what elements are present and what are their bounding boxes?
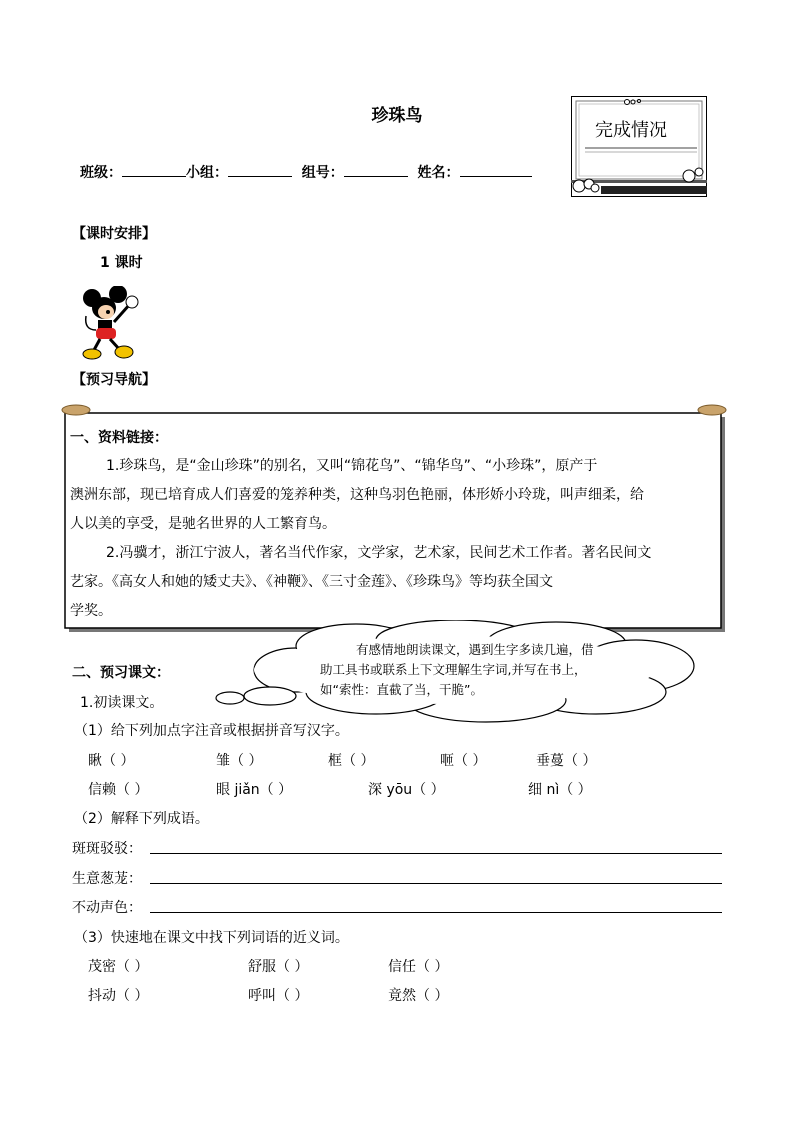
chars-row-1 (88, 750, 688, 770)
schedule-value: 1 课时 (100, 255, 143, 271)
materials-p2-line3: 学奖。 (70, 603, 112, 619)
section2-heading: 二、预习课文： (72, 665, 170, 681)
section2-q3: （3）快速地在课文中找下列词语的近义词。 (74, 930, 349, 946)
page-title: 珍珠鸟 (371, 106, 423, 126)
synonym-item: 信任（ ） (388, 959, 449, 975)
section2-item1: 1.初读课文。 (80, 695, 164, 711)
synonyms-row-1 (88, 956, 548, 976)
char-item: 咂（ ） (440, 753, 487, 769)
group-no-blank[interactable] (344, 162, 408, 177)
completion-box (571, 96, 707, 197)
chars-row-2 (88, 779, 688, 799)
section2-q2: （2）解释下列成语。 (74, 811, 209, 827)
group-blank[interactable] (228, 162, 292, 177)
materials-p1: 1.珍珠鸟，是“金山珍珠”的别名，又叫“锦花鸟”、“锦华鸟”、“小珍珠”，原产于 (106, 458, 598, 474)
cloud-text (320, 640, 640, 700)
materials-text (70, 452, 720, 626)
idiom-label: 斑斑驳驳： (72, 841, 142, 857)
materials-heading: 一、资料链接： (70, 430, 168, 446)
synonym-item: 抖动（ ） (88, 988, 149, 1004)
materials-p2-line2: 艺家。《高女人和她的矮丈夫》、《神鞭》、《三寸金莲》、《珍珠鸟》等均获全国文 (70, 574, 553, 590)
section2-q1: （1）给下列加点字注音或根据拼音写汉字。 (74, 723, 349, 739)
idiom-answer-line[interactable] (150, 853, 722, 854)
schedule-heading: 【课时安排】 (72, 226, 156, 242)
tip-cloud (196, 620, 706, 726)
cloud-line3: 如“索性：直截了当，干脆”。 (320, 682, 483, 697)
char-item: 细 nì（ ） (528, 782, 592, 798)
student-info (80, 162, 532, 182)
cloud-line1: 有感情地朗读课文，遇到生字多读几遍，借 (356, 642, 594, 657)
synonym-item: 竟然（ ） (388, 988, 449, 1004)
mascot-icon (80, 286, 144, 362)
synonyms-row-2 (88, 985, 548, 1005)
completion-label: 完成情况 (595, 120, 667, 141)
synonym-item: 茂密（ ） (88, 959, 149, 975)
idiom-answer-line[interactable] (150, 883, 722, 884)
idiom-answer-line[interactable] (150, 912, 722, 913)
preview-heading: 【预习导航】 (72, 372, 156, 388)
cloud-line2: 助工具书或联系上下文理解生字词,并写在书上， (320, 662, 587, 677)
char-item: 框（ ） (328, 753, 375, 769)
mascot-image (80, 286, 144, 362)
name-blank[interactable] (460, 162, 532, 177)
materials-p1-line3: 人以美的享受，是驰名世界的人工繁育鸟。 (70, 516, 336, 532)
materials-p1-line2: 澳洲东部，现已培育成人们喜爱的笼养种类，这种鸟羽色艳丽，体形娇小玲珑，叫声细柔，给 (70, 487, 644, 503)
synonym-item: 舒服（ ） (248, 959, 309, 975)
char-item: 眼 jiǎn（ ） (216, 782, 293, 798)
class-blank[interactable] (122, 162, 186, 177)
char-item: 雏（ ） (216, 753, 263, 769)
char-item: 信赖（ ） (88, 782, 149, 798)
idiom-label: 不动声色： (72, 900, 142, 916)
group-label: 小组： (186, 165, 228, 181)
materials-p2: 2.冯骥才，浙江宁波人，著名当代作家，文学家，艺术家，民间艺术工作者。著名民间文 (106, 545, 652, 561)
group-no-label: 组号： (301, 165, 344, 181)
synonym-item: 呼叫（ ） (248, 988, 309, 1004)
name-label: 姓名： (417, 165, 460, 181)
idiom-label: 生意葱茏： (72, 871, 142, 887)
completion-frame-icon (571, 96, 707, 197)
char-item: 垂蔓（ ） (536, 753, 597, 769)
char-item: 瞅（ ） (88, 753, 135, 769)
class-label: 班级： (80, 165, 122, 181)
char-item: 深 yōu（ ） (368, 782, 445, 798)
